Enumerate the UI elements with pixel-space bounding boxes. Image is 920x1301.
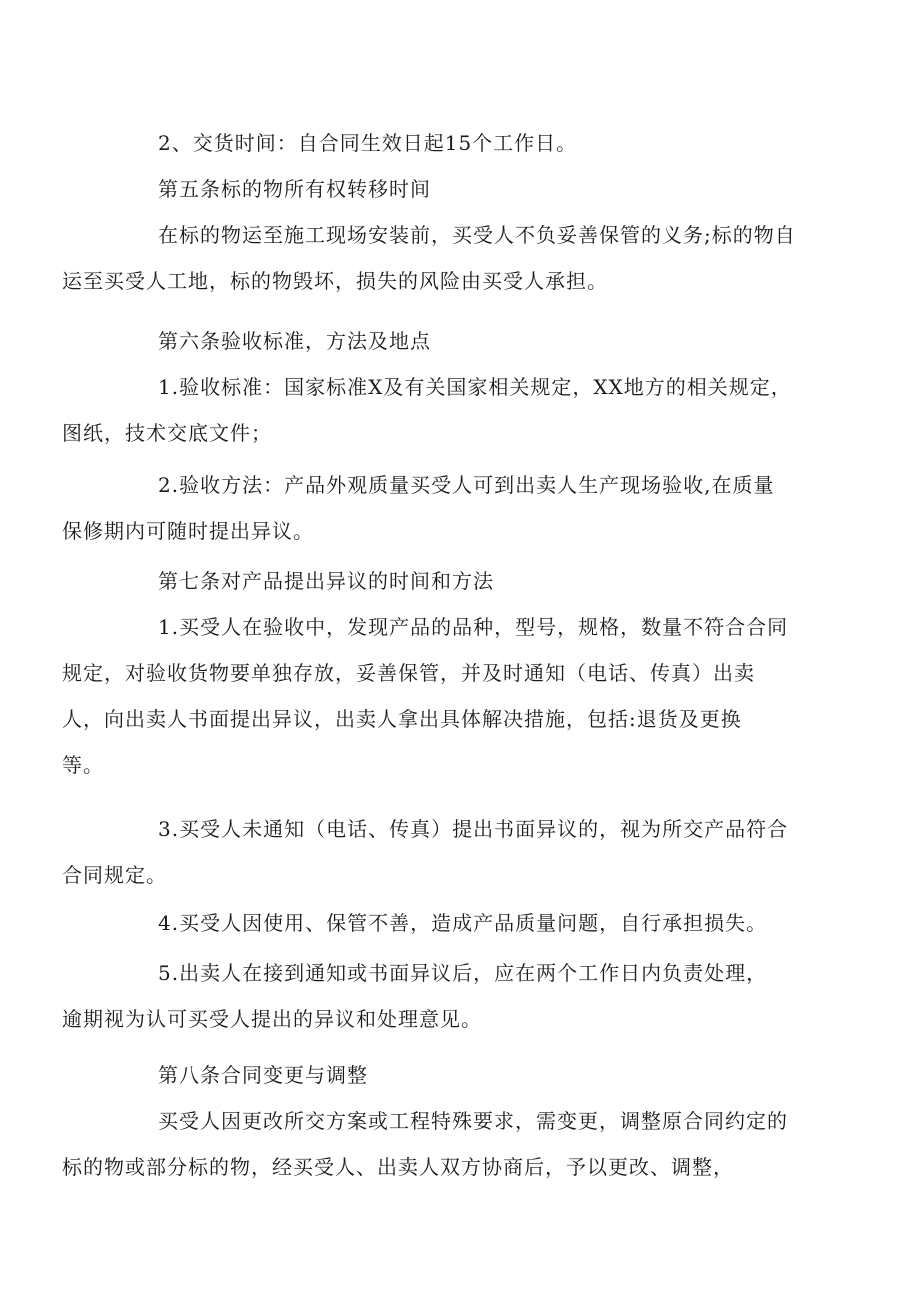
text-line: 在标的物运至施工现场安装前，买受人不负妥善保管的义务;标的物自 <box>158 223 796 247</box>
objection-item-5-paragraph <box>62 950 822 1042</box>
acceptance-method-paragraph <box>62 462 822 554</box>
article-8-heading <box>110 1052 822 1098</box>
objection-item-3-paragraph <box>62 806 822 898</box>
text-line: 人，向出卖人书面提出异议，出卖人拿出具体解决措施，包括:退货及更换 <box>62 707 742 731</box>
text-line: 第七条对产品提出异议的时间和方法 <box>158 569 494 593</box>
text-line: 2.验收方法：产品外观质量买受人可到出卖人生产现场验收,在质量 <box>158 473 775 497</box>
objection-item-1-paragraph <box>62 604 822 788</box>
text-line: 1.验收标准：国家标准X及有关国家相关规定，XX地方的相关规定， <box>158 375 792 399</box>
text-line: 等。 <box>62 753 104 777</box>
text-line: 规定，对验收货物要单独存放，妥善保管，并及时通知（电话、传真）出卖 <box>62 661 755 685</box>
article-5-heading <box>110 166 822 212</box>
text-line: 逾期视为认可买受人提出的异议和处理意见。 <box>62 1007 482 1031</box>
contract-change-paragraph <box>62 1098 822 1190</box>
text-line: 第五条标的物所有权转移时间 <box>158 177 431 201</box>
text-line: 4.买受人因使用、保管不善，造成产品质量问题，自行承担损失。 <box>158 911 768 935</box>
article-5-paragraph <box>62 212 822 304</box>
text-line: 标的物或部分标的物，经买受人、出卖人双方协商后，予以更改、调整， <box>62 1155 734 1179</box>
objection-item-4-paragraph <box>110 900 822 946</box>
text-line: 运至买受人工地，标的物毁坏，损失的风险由买受人承担。 <box>62 269 608 293</box>
text-line: 买受人因更改所交方案或工程特殊要求，需变更，调整原合同约定的 <box>158 1109 788 1133</box>
text-line: 保修期内可随时提出异议。 <box>62 519 314 543</box>
article-7-heading <box>110 558 822 604</box>
article-6-heading <box>110 318 822 364</box>
text-line: 5.出卖人在接到通知或书面异议后，应在两个工作日内负责处理， <box>158 961 768 985</box>
text-line: 合同规定。 <box>62 863 167 887</box>
text-line: 第八条合同变更与调整 <box>158 1063 368 1087</box>
delivery-time-paragraph <box>110 120 822 166</box>
text-line: 3.买受人未通知（电话、传真）提出书面异议的，视为所交产品符合 <box>158 817 789 841</box>
text-line: 2、交货时间：自合同生效日起15个工作日。 <box>158 131 578 155</box>
text-line: 第六条验收标准，方法及地点 <box>158 329 431 353</box>
acceptance-standard-paragraph <box>62 364 822 456</box>
text-line: 1.买受人在验收中，发现产品的品种，型号，规格，数量不符合合同 <box>158 615 789 639</box>
text-line: 图纸，技术交底文件； <box>62 421 272 445</box>
